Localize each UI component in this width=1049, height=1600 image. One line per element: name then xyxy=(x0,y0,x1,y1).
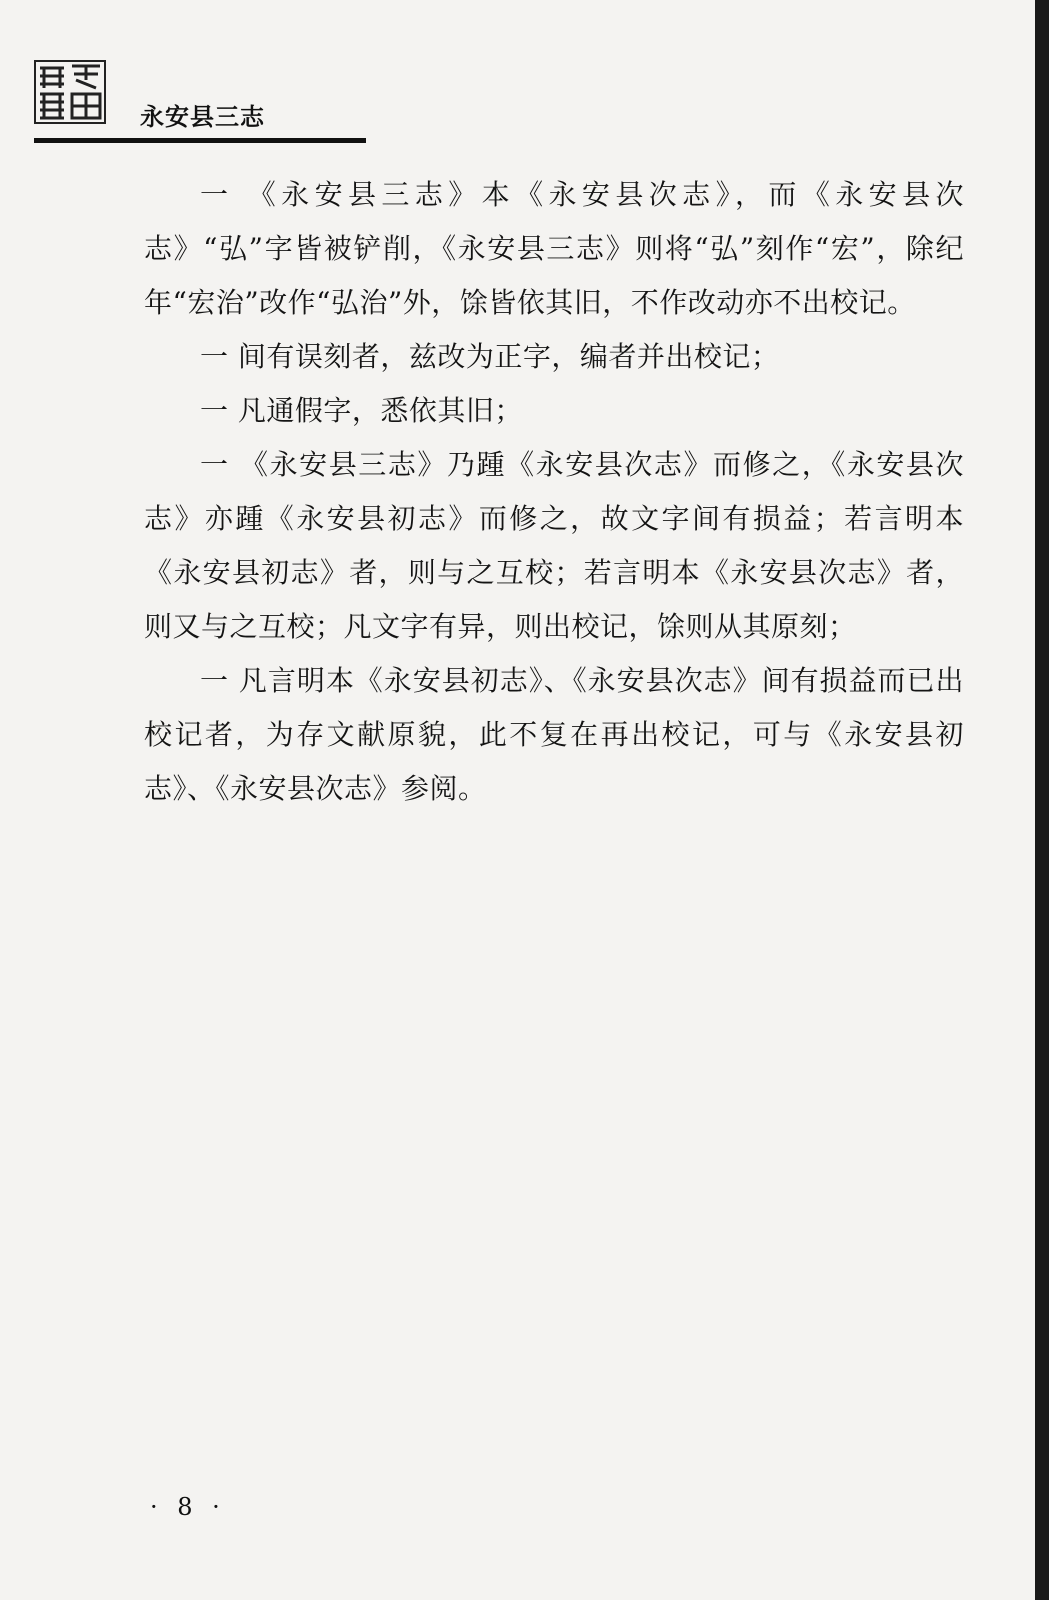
scan-page-edge xyxy=(1035,0,1049,1600)
seal-logo-icon xyxy=(34,60,106,124)
paragraph: 一 凡言明本《永安县初志》、《永安县次志》间有损益而已出校记者，为存文献原貌，此不复在再出校记，可与《永安县初志》、《永安县次志》参阅。 xyxy=(144,664,964,805)
paragraph: 一 《永安县三志》本《永安县次志》，而《永安县次志》“弘”字皆被铲削，《永安县三志》则将“弘”刻作“宏”，除纪年“宏治”改作“弘治”外，馀皆依其旧，不作改动亦不出校记。 xyxy=(144,178,964,319)
page-number: · 8 · xyxy=(150,1493,226,1521)
paragraph: 一 间有误刻者，兹改为正字，编者并出校记； xyxy=(200,340,780,373)
paragraph: 一 凡通假字，悉依其旧； xyxy=(200,394,523,427)
running-header-title: 永安县三志 xyxy=(140,103,265,131)
paragraph: 一 《永安县三志》乃踵《永安县次志》而修之，《永安县次志》亦踵《永安县初志》而修之，故文字间有损益；若言明本《永安县初志》者，则与之互校；若言明本《永安县次志》者，则又与之互校；凡文字有异，则出校记，馀则从其原刻； xyxy=(144,448,964,643)
body-text xyxy=(144,168,964,816)
header-rule xyxy=(34,138,366,143)
